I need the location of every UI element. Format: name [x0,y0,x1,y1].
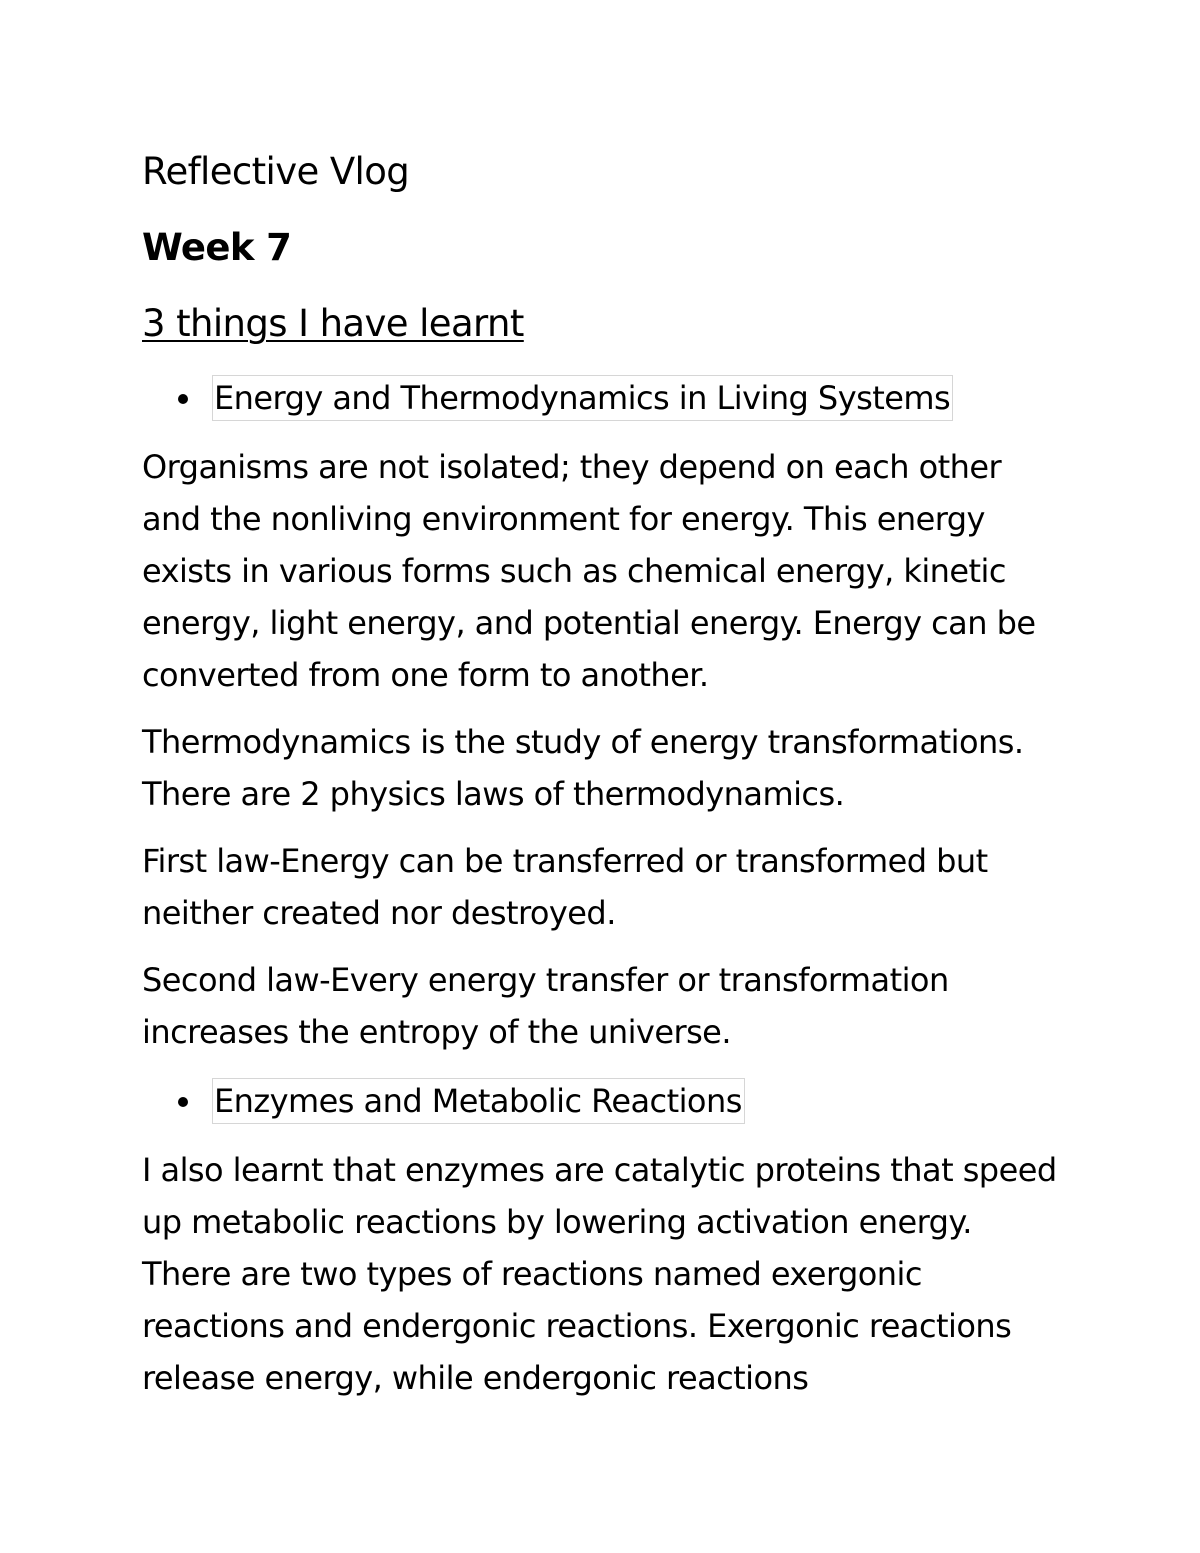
paragraph: Second law-Every energy transfer or transformation increases the entropy of the universe. [142,961,949,1051]
bullet-icon [178,1097,188,1107]
paragraph: I also learnt that enzymes are catalytic proteins that speed up metabolic reactions by lowering activation energy. There are two types of reactions named exergonic reactions and endergonic reactions. Exergonic reactions release energy, while endergonic reactions [142,1151,1057,1397]
paragraph: Thermodynamics is the study of energy transformations. There are 2 physics laws of thermodynamics. [142,723,1024,813]
document-page [142,145,1062,1404]
topic-heading: Enzymes and Metabolic Reactions [212,1078,745,1124]
topic-bullet-item [142,1078,1062,1124]
topic-heading: Energy and Thermodynamics in Living Systems [212,375,953,421]
topic-list [142,375,1062,421]
week-heading: Week 7 [142,226,292,269]
section-heading: 3 things I have learnt [142,302,524,345]
paragraph: Organisms are not isolated; they depend on each other and the nonliving environment for energy. This energy exists in various forms such as chemical energy, kinetic energy, light energy, and potential energy. Energy can be converted from one form to another. [142,448,1036,694]
paragraph: First law-Energy can be transferred or transformed but neither created nor destroyed. [142,842,988,932]
document-title: Reflective Vlog [142,150,410,193]
bullet-icon [178,394,188,404]
topic-list [142,1078,1062,1124]
topic-bullet-item [142,375,1062,421]
